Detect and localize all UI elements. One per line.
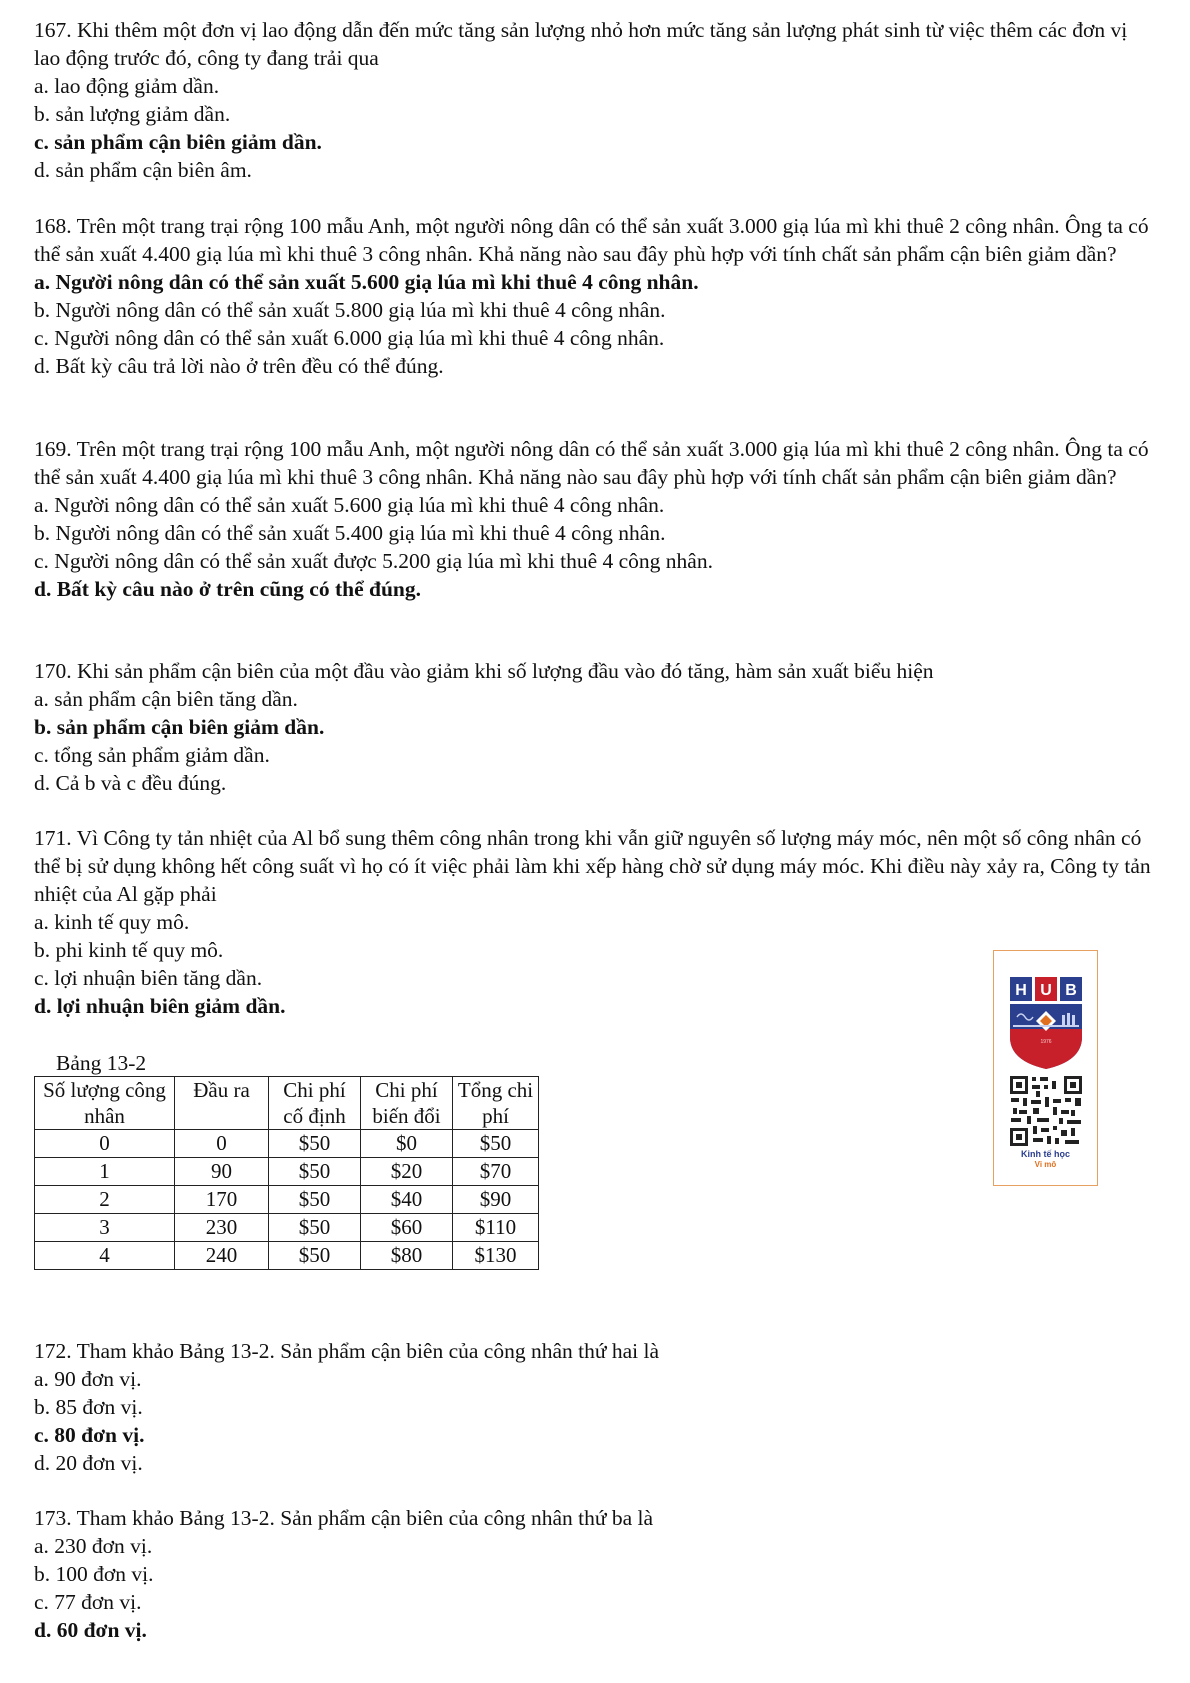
table-cell: $60 xyxy=(361,1214,453,1242)
hub-letter: H xyxy=(1015,982,1027,999)
answer-option: b. 85 đơn vị. xyxy=(34,1395,143,1419)
answer-option: b. 100 đơn vị. xyxy=(34,1562,154,1586)
hub-year: 1976 xyxy=(1040,1039,1052,1045)
answer-option-correct: d. 60 đơn vị. xyxy=(34,1618,147,1642)
answer-option: b. sản lượng giảm dần. xyxy=(34,102,231,126)
table-row xyxy=(35,1158,539,1186)
question-text: 168. Trên một trang trại rộng 100 mẫu Anh, một người nông dân có thể sản xuất 3.000 giạ lúa mì khi thuê 2 công nhân. Ông ta có thể sản xuất 4.400 giạ lúa mì khi thuê 3 công nhân. Khả năng nào sau đây phù hợp với tính chất sản phẩm cận biên giảm dần? xyxy=(34,214,1149,266)
table-cell: 170 xyxy=(175,1186,269,1214)
table-cell: $50 xyxy=(269,1242,361,1270)
badge-title: Kinh tế học xyxy=(1021,1149,1070,1159)
question-172 xyxy=(34,1337,1154,1477)
question-167 xyxy=(34,16,1154,184)
answer-option: a. 230 đơn vị. xyxy=(34,1534,153,1558)
answer-option: c. Người nông dân có thể sản xuất 6.000 giạ lúa mì khi thuê 4 công nhân. xyxy=(34,326,665,350)
answer-option-correct: d. Bất kỳ câu nào ở trên cũng có thể đúng. xyxy=(34,577,422,601)
answer-option: b. Người nông dân có thể sản xuất 5.800 giạ lúa mì khi thuê 4 công nhân. xyxy=(34,298,666,322)
table-cell: $50 xyxy=(269,1214,361,1242)
question-171 xyxy=(34,824,1154,1020)
answer-option-correct: c. sản phẩm cận biên giảm dần. xyxy=(34,130,322,154)
table-cell: 2 xyxy=(35,1186,175,1214)
column-header: Chi phí cố định xyxy=(269,1077,361,1130)
table-cell: 230 xyxy=(175,1214,269,1242)
table-cell: 1 xyxy=(35,1158,175,1186)
table-row xyxy=(35,1242,539,1270)
table-cell: $50 xyxy=(269,1186,361,1214)
table-cell: $130 xyxy=(453,1242,539,1270)
answer-option: a. kinh tế quy mô. xyxy=(34,910,190,934)
question-text: 170. Khi sản phẩm cận biên của một đầu vào giảm khi số lượng đầu vào đó tăng, hàm sản xuất biểu hiện xyxy=(34,659,934,683)
answer-option: b. phi kinh tế quy mô. xyxy=(34,938,224,962)
table-cell: $90 xyxy=(453,1186,539,1214)
answer-option: c. tổng sản phẩm giảm dần. xyxy=(34,743,270,767)
column-header: Chi phí biến đổi xyxy=(361,1077,453,1130)
table-row xyxy=(35,1214,539,1242)
question-173 xyxy=(34,1504,1154,1644)
answer-option: b. Người nông dân có thể sản xuất 5.400 giạ lúa mì khi thuê 4 công nhân. xyxy=(34,521,666,545)
question-text: 173. Tham khảo Bảng 13-2. Sản phẩm cận biên của công nhân thứ ba là xyxy=(34,1506,654,1530)
table-cell: 0 xyxy=(175,1130,269,1158)
hub-letter: B xyxy=(1065,982,1077,999)
answer-option: c. lợi nhuận biên tăng dần. xyxy=(34,966,263,990)
question-169 xyxy=(34,435,1154,603)
table-cell: $80 xyxy=(361,1242,453,1270)
table-cell: 90 xyxy=(175,1158,269,1186)
table-cell: $70 xyxy=(453,1158,539,1186)
table-header-row xyxy=(35,1077,539,1130)
table-cell: $110 xyxy=(453,1214,539,1242)
table-row xyxy=(35,1130,539,1158)
table-cell: $50 xyxy=(269,1130,361,1158)
answer-option-correct: d. lợi nhuận biên giảm dần. xyxy=(34,994,286,1018)
table-cell: $20 xyxy=(361,1158,453,1186)
question-text: 171. Vì Công ty tản nhiệt của Al bổ sung thêm công nhân trong khi vẫn giữ nguyên số lượng máy móc, nên một số công nhân có thể bị sử dụng không hết công suất vì họ có ít việc phải làm khi xếp hàng chờ sử dụng máy móc. Khi điều này xảy ra, Công ty tản nhiệt của Al gặp phải xyxy=(34,826,1151,906)
hub-shield-logo xyxy=(1007,977,1085,1069)
table-cell: 3 xyxy=(35,1214,175,1242)
data-table xyxy=(34,1076,539,1270)
table-cell: $50 xyxy=(269,1158,361,1186)
table-13-2 xyxy=(34,1051,539,1270)
table-cell: 240 xyxy=(175,1242,269,1270)
answer-option: a. Người nông dân có thể sản xuất 5.600 giạ lúa mì khi thuê 4 công nhân. xyxy=(34,493,665,517)
answer-option: d. Bất kỳ câu trả lời nào ở trên đều có thể đúng. xyxy=(34,354,444,378)
column-header: Số lượng công nhân xyxy=(35,1077,175,1130)
answer-option: c. 77 đơn vị. xyxy=(34,1590,142,1614)
answer-option-correct: c. 80 đơn vị. xyxy=(34,1423,145,1447)
table-cell: $40 xyxy=(361,1186,453,1214)
answer-option: c. Người nông dân có thể sản xuất được 5.200 giạ lúa mì khi thuê 4 công nhân. xyxy=(34,549,713,573)
table-cell: $0 xyxy=(361,1130,453,1158)
table-row xyxy=(35,1186,539,1214)
answer-option-correct: a. Người nông dân có thể sản xuất 5.600 giạ lúa mì khi thuê 4 công nhân. xyxy=(34,270,699,294)
qr-code xyxy=(1009,1075,1083,1147)
badge-subtitle: Vi mô xyxy=(1034,1160,1057,1169)
column-header: Đầu ra xyxy=(175,1077,269,1130)
hub-badge xyxy=(993,950,1098,1186)
table-cell: $50 xyxy=(453,1130,539,1158)
table-cell: 0 xyxy=(35,1130,175,1158)
answer-option: a. lao động giảm dần. xyxy=(34,74,220,98)
question-text: 172. Tham khảo Bảng 13-2. Sản phẩm cận biên của công nhân thứ hai là xyxy=(34,1339,660,1363)
table-caption: Bảng 13-2 xyxy=(56,1051,147,1075)
question-168 xyxy=(34,212,1154,380)
answer-option: a. 90 đơn vị. xyxy=(34,1367,142,1391)
answer-option: d. sản phẩm cận biên âm. xyxy=(34,158,252,182)
answer-option: d. 20 đơn vị. xyxy=(34,1451,143,1475)
answer-option-correct: b. sản phẩm cận biên giảm dần. xyxy=(34,715,325,739)
answer-option: a. sản phẩm cận biên tăng dần. xyxy=(34,687,298,711)
question-text: 169. Trên một trang trại rộng 100 mẫu Anh, một người nông dân có thể sản xuất 3.000 giạ lúa mì khi thuê 2 công nhân. Ông ta có thể sản xuất 4.400 giạ lúa mì khi thuê 3 công nhân. Khả năng nào sau đây phù hợp với tính chất sản phẩm cận biên giảm dần? xyxy=(34,437,1149,489)
table-cell: 4 xyxy=(35,1242,175,1270)
answer-option: d. Cả b và c đều đúng. xyxy=(34,771,227,795)
question-text: 167. Khi thêm một đơn vị lao động dẫn đến mức tăng sản lượng nhỏ hơn mức tăng sản lượng phát sinh từ việc thêm các đơn vị lao động trước đó, công ty đang trải qua xyxy=(34,18,1128,70)
question-170 xyxy=(34,657,1154,797)
column-header: Tổng chi phí xyxy=(453,1077,539,1130)
hub-letter: U xyxy=(1040,982,1052,999)
